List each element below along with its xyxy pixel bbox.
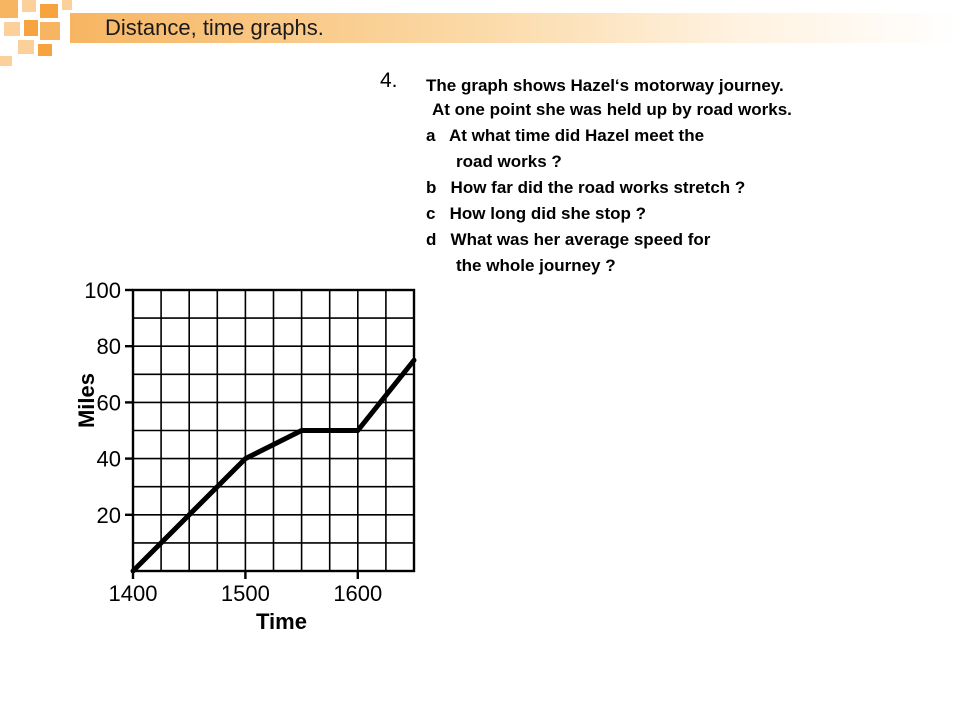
x-tick-label: 1600 [333,581,383,606]
x-axis-label: Time [256,609,307,634]
y-axis-label: Miles [74,372,99,429]
question-part-a: a At what time did Hazel meet the [426,126,705,145]
question-line: road works ? [456,152,562,171]
x-tick-label: 1400 [108,581,158,606]
x-tick-labels [109,581,383,606]
question-part-b: b How far did the road works stretch ? [426,178,746,197]
question-part-d: d What was her average speed for [426,230,711,249]
question-line: the whole journey ? [456,256,616,275]
question-line: The graph shows Hazel‘s motorway journey. [426,76,784,95]
question-number: 4. [380,69,398,92]
y-tick-label: 80 [96,334,121,360]
y-tick-label: 40 [96,446,121,472]
y-tick-label: 20 [96,502,121,528]
x-tick-label: 1500 [220,581,270,606]
y-tick-label: 60 [96,390,121,416]
y-tick-label: 100 [84,278,121,303]
question-part-c: c How long did she stop ? [426,204,647,223]
slide-title: Distance, time graphs. [105,15,324,40]
question-line: At one point she was held up by road works. [432,100,792,119]
